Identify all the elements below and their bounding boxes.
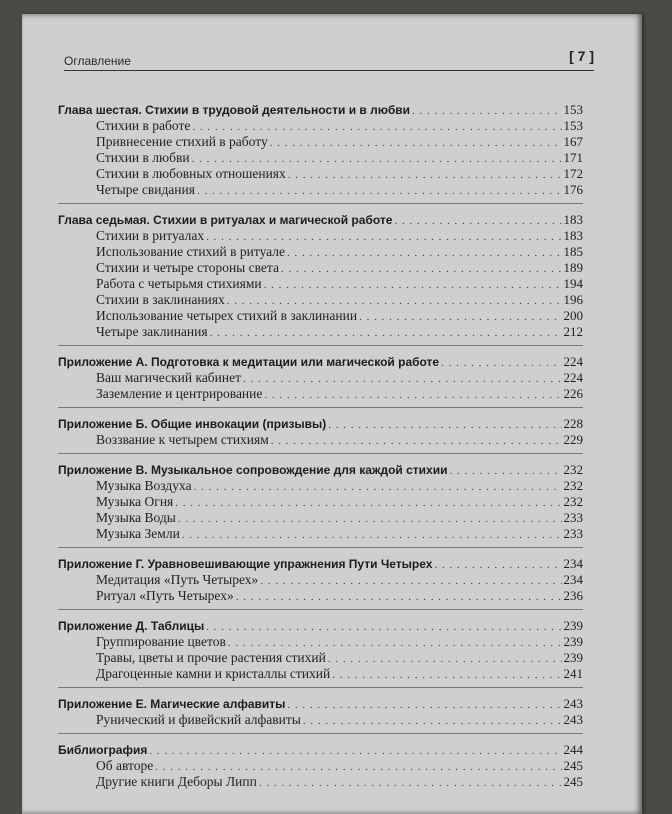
chapter-title: Приложение Б. Общие инвокации (призывы) bbox=[58, 417, 327, 431]
toc-entry-row bbox=[58, 150, 583, 166]
chapter-title: Приложение А. Подготовка к медитации или магической работе bbox=[58, 355, 440, 369]
toc-entry-row bbox=[58, 774, 583, 790]
toc-entry-row bbox=[58, 308, 583, 324]
toc-section bbox=[58, 462, 583, 548]
page-ref: 196 bbox=[563, 292, 583, 307]
page-number: [ 7 ] bbox=[569, 48, 594, 64]
entry-title: Группирование цветов bbox=[96, 634, 226, 649]
dot-leader bbox=[288, 167, 562, 183]
page-ref: 243 bbox=[563, 712, 583, 727]
entry-title: Работа с четырьмя стихиями bbox=[96, 276, 262, 291]
page-ref: 229 bbox=[563, 432, 583, 447]
toc-entry-row bbox=[58, 510, 583, 526]
chapter-title: Приложение В. Музыкальное сопровождение для каждой стихии bbox=[58, 463, 448, 477]
toc-section bbox=[58, 742, 583, 795]
page-ref: 176 bbox=[563, 182, 583, 197]
entry-title: Стихии в заклинаниях bbox=[96, 292, 225, 307]
page-ref: 194 bbox=[563, 276, 583, 291]
toc-entry-row bbox=[58, 572, 583, 588]
entry-title: Рунический и фивейский алфавиты bbox=[96, 712, 301, 727]
page-ref: 172 bbox=[563, 166, 583, 181]
entry-title: Стихии и четыре стороны света bbox=[96, 260, 279, 275]
dot-leader bbox=[178, 511, 562, 527]
toc-entry-row bbox=[58, 712, 583, 728]
entry-title: Стихии в любви bbox=[96, 150, 190, 165]
entry-title: Музыка Воды bbox=[96, 510, 176, 525]
page-header bbox=[64, 48, 594, 71]
dot-leader bbox=[228, 635, 562, 651]
page-ref: 171 bbox=[563, 150, 583, 165]
toc-entry-row bbox=[58, 370, 583, 386]
entry-title: Воззвание к четырем стихиям bbox=[96, 432, 269, 447]
chapter-title: Приложение Е. Магические алфавиты bbox=[58, 697, 286, 711]
page-ref: 224 bbox=[563, 370, 583, 385]
dot-leader bbox=[175, 495, 561, 511]
toc-section bbox=[58, 354, 583, 408]
entry-title: Стихии в ритуалах bbox=[96, 228, 205, 243]
entry-title: Об авторе bbox=[96, 758, 154, 773]
toc-entry-row bbox=[58, 650, 583, 666]
entry-title: Стихии в работе bbox=[96, 118, 191, 133]
chapter-title: Приложение Г. Уравновешивающие упражнения Пути Четырех bbox=[58, 557, 433, 571]
toc-entry-row bbox=[58, 386, 583, 402]
entry-title: Медитация «Путь Четырех» bbox=[96, 572, 259, 587]
toc-entry-row bbox=[58, 276, 583, 292]
page-ref: 200 bbox=[563, 308, 583, 323]
toc-entry-row bbox=[58, 432, 583, 448]
dot-leader bbox=[206, 229, 561, 245]
dot-leader bbox=[182, 527, 562, 543]
page-ref: 236 bbox=[563, 588, 583, 603]
dot-leader bbox=[197, 183, 562, 199]
toc-section bbox=[58, 416, 583, 454]
toc-chapter-row bbox=[58, 556, 583, 572]
dot-leader bbox=[192, 151, 562, 167]
toc-chapter-row bbox=[58, 462, 583, 478]
toc-entry-row bbox=[58, 666, 583, 682]
dot-leader bbox=[394, 213, 561, 229]
entry-title: Заземление и центрирование bbox=[96, 386, 263, 401]
toc-chapter-row bbox=[58, 212, 583, 228]
dot-leader bbox=[328, 651, 562, 667]
page-ref: 245 bbox=[563, 758, 583, 773]
toc-entry-row bbox=[58, 588, 583, 604]
dot-leader bbox=[328, 417, 561, 433]
dot-leader bbox=[271, 433, 562, 449]
toc-entry-row bbox=[58, 634, 583, 650]
toc-section bbox=[58, 556, 583, 610]
dot-leader bbox=[210, 325, 562, 341]
entry-title: Ритуал «Путь Четырех» bbox=[96, 588, 234, 603]
entry-title: Привнесение стихий в работу bbox=[96, 134, 268, 149]
toc-chapter-row bbox=[58, 696, 583, 712]
dot-leader bbox=[449, 463, 561, 479]
toc-entry-row bbox=[58, 260, 583, 276]
dot-leader bbox=[287, 697, 561, 713]
toc-entry-row bbox=[58, 228, 583, 244]
entry-title: Музыка Воздуха bbox=[96, 478, 192, 493]
dot-leader bbox=[155, 759, 561, 775]
page-ref: 239 bbox=[563, 618, 583, 633]
toc-section bbox=[58, 102, 583, 204]
dot-leader bbox=[287, 245, 562, 261]
entry-title: Драгоценные камни и кристаллы стихий bbox=[96, 666, 331, 681]
dot-leader bbox=[243, 371, 561, 387]
page-ref: 232 bbox=[563, 478, 583, 493]
page-ref: 232 bbox=[563, 462, 583, 477]
dot-leader bbox=[149, 743, 561, 759]
page-ref: 233 bbox=[563, 510, 583, 525]
toc-entry-row bbox=[58, 526, 583, 542]
page-ref: 239 bbox=[563, 650, 583, 665]
entry-title: Использование четырех стихий в заклинании bbox=[96, 308, 358, 323]
dot-leader bbox=[264, 277, 562, 293]
page-ref: 226 bbox=[563, 386, 583, 401]
toc-chapter-row bbox=[58, 618, 583, 634]
dot-leader bbox=[281, 261, 562, 277]
toc-entry-row bbox=[58, 244, 583, 260]
chapter-title: Глава шестая. Стихии в трудовой деятельности и в любви bbox=[58, 103, 410, 117]
book-page bbox=[22, 14, 642, 814]
table-of-contents bbox=[58, 102, 583, 803]
chapter-title: Приложение Д. Таблицы bbox=[58, 619, 205, 633]
page-ref: 189 bbox=[563, 260, 583, 275]
page-ref: 233 bbox=[563, 526, 583, 541]
dot-leader bbox=[434, 557, 561, 573]
page-ref: 232 bbox=[563, 494, 583, 509]
running-head-title: Оглавление bbox=[64, 54, 131, 68]
page-ref: 224 bbox=[563, 354, 583, 369]
toc-entry-row bbox=[58, 134, 583, 150]
toc-entry-row bbox=[58, 478, 583, 494]
entry-title: Ваш магический кабинет bbox=[96, 370, 242, 385]
page-ref: 244 bbox=[563, 742, 583, 757]
toc-entry-row bbox=[58, 324, 583, 340]
toc-chapter-row bbox=[58, 742, 583, 758]
page-ref: 239 bbox=[563, 634, 583, 649]
page-ref: 153 bbox=[563, 118, 583, 133]
dot-leader bbox=[412, 103, 562, 119]
dot-leader bbox=[194, 479, 562, 495]
toc-entry-row bbox=[58, 166, 583, 182]
toc-chapter-row bbox=[58, 416, 583, 432]
toc-section bbox=[58, 618, 583, 688]
page-ref: 212 bbox=[563, 324, 583, 339]
entry-title: Другие книги Деборы Липп bbox=[96, 774, 257, 789]
page-ref: 183 bbox=[563, 212, 583, 227]
page-ref: 153 bbox=[563, 102, 583, 117]
page-ref: 228 bbox=[563, 416, 583, 431]
page-ref: 185 bbox=[563, 244, 583, 259]
toc-entry-row bbox=[58, 182, 583, 198]
entry-title: Музыка Огня bbox=[96, 494, 174, 509]
page-ref: 234 bbox=[563, 572, 583, 587]
toc-entry-row bbox=[58, 292, 583, 308]
chapter-title: Библиография bbox=[58, 743, 148, 757]
dot-leader bbox=[303, 713, 562, 729]
page-ref: 234 bbox=[563, 556, 583, 571]
entry-title: Травы, цветы и прочие растения стихий bbox=[96, 650, 326, 665]
page-ref: 243 bbox=[563, 696, 583, 711]
dot-leader bbox=[236, 589, 562, 605]
page-ref: 241 bbox=[563, 666, 583, 681]
toc-entry-row bbox=[58, 758, 583, 774]
page-ref: 245 bbox=[563, 774, 583, 789]
dot-leader bbox=[260, 573, 561, 589]
dot-leader bbox=[259, 775, 562, 791]
entry-title: Четыре свидания bbox=[96, 182, 195, 197]
toc-entry-row bbox=[58, 118, 583, 134]
dot-leader bbox=[192, 119, 561, 135]
toc-section bbox=[58, 212, 583, 346]
dot-leader bbox=[264, 387, 561, 403]
toc-chapter-row bbox=[58, 102, 583, 118]
toc-chapter-row bbox=[58, 354, 583, 370]
page-ref: 167 bbox=[563, 134, 583, 149]
entry-title: Использование стихий в ритуале bbox=[96, 244, 285, 259]
dot-leader bbox=[270, 135, 562, 151]
toc-entry-row bbox=[58, 494, 583, 510]
dot-leader bbox=[332, 667, 561, 683]
entry-title: Стихии в любовных отношениях bbox=[96, 166, 286, 181]
page-ref: 183 bbox=[563, 228, 583, 243]
dot-leader bbox=[227, 293, 562, 309]
toc-section bbox=[58, 696, 583, 734]
chapter-title: Глава седьмая. Стихии в ритуалах и магической работе bbox=[58, 213, 393, 227]
dot-leader bbox=[441, 355, 561, 371]
entry-title: Четыре заклинания bbox=[96, 324, 208, 339]
dot-leader bbox=[359, 309, 561, 325]
entry-title: Музыка Земли bbox=[96, 526, 180, 541]
dot-leader bbox=[206, 619, 561, 635]
